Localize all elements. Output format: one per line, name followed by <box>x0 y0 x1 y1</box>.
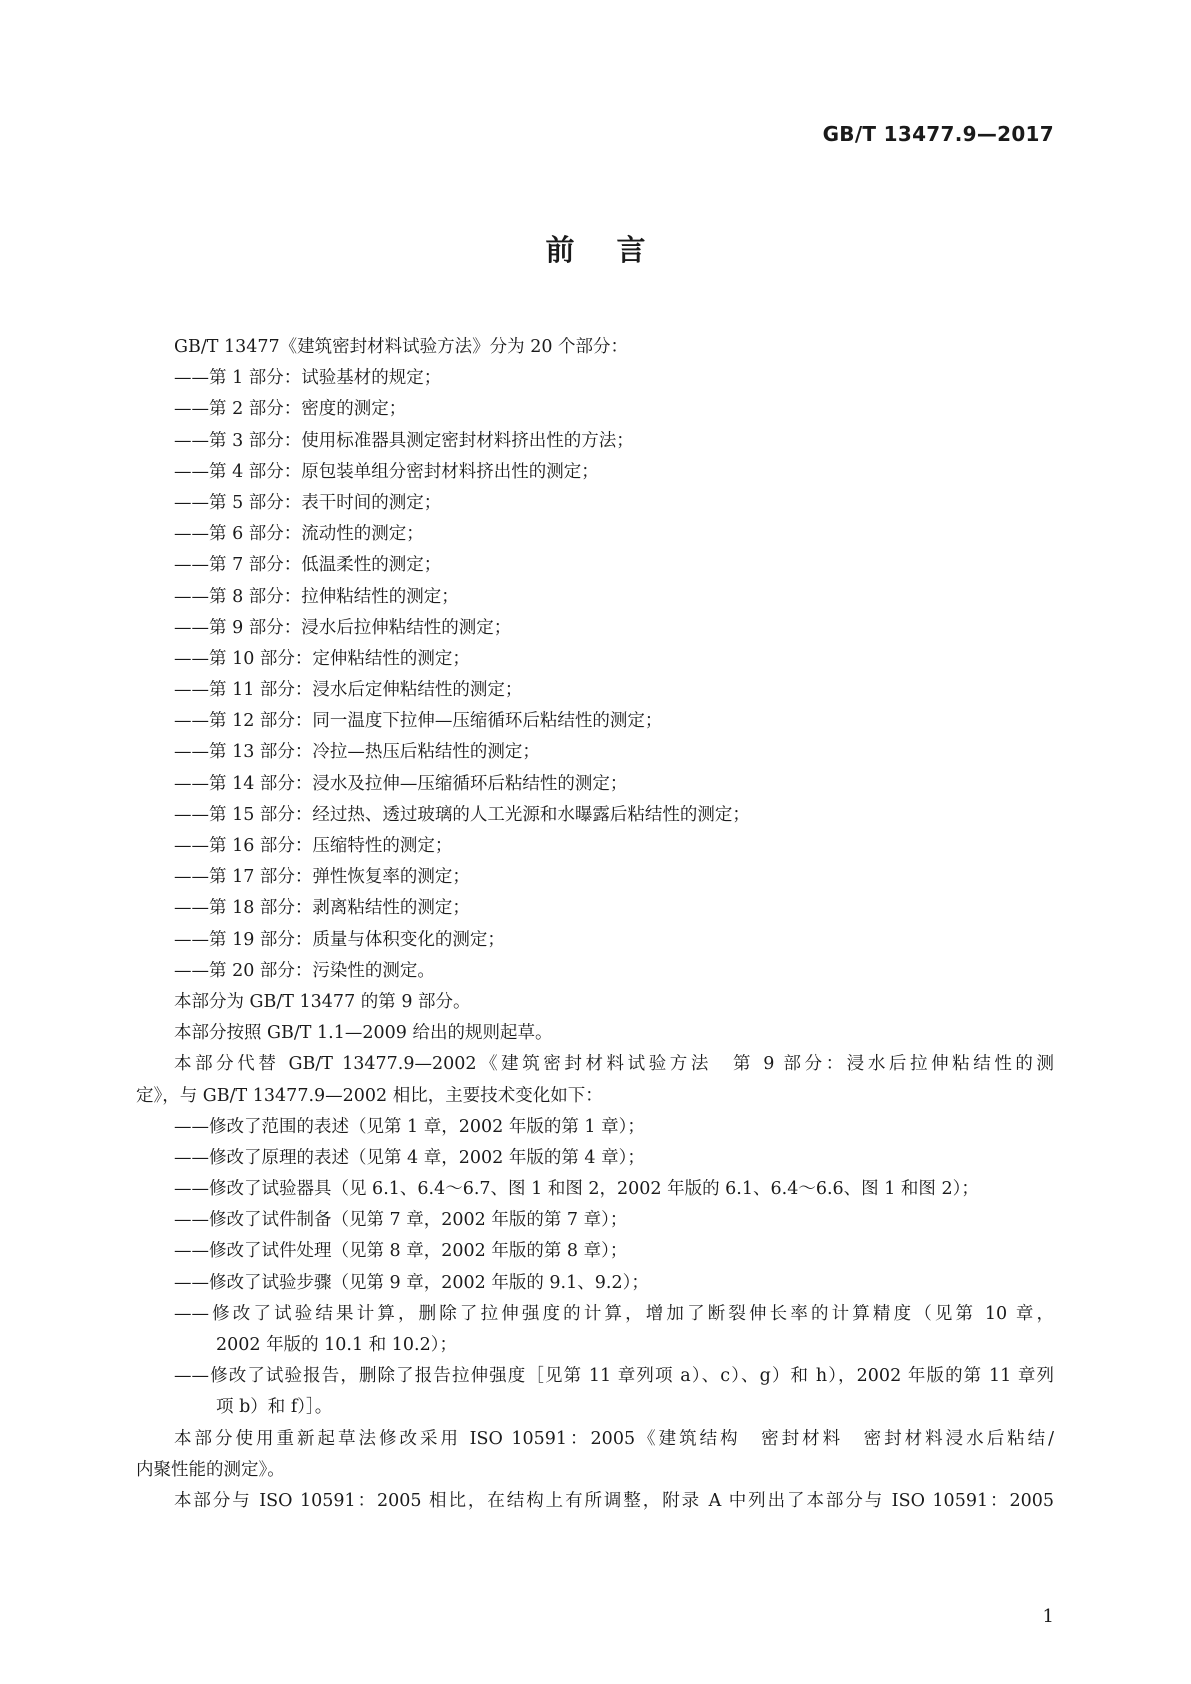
text-line: ——第 4 部分：原包装单组分密封材料挤出性的测定； <box>174 461 599 482</box>
text-line: ——第 5 部分：表干时间的测定； <box>174 492 442 513</box>
text-line: 本部分与 ISO 10591：2005 相比，在结构上有所调整，附录 A 中列出了本部分与 ISO 10591：2005 <box>174 1490 1054 1511</box>
text-line: ——第 20 部分：污染性的测定。 <box>174 960 435 981</box>
text-line: ——第 18 部分：剥离粘结性的测定； <box>174 898 470 919</box>
text-line: 本部分代替 GB/T 13477.9—2002《建筑密封材料试验方法 第 9 部分：浸水后拉伸粘结性的测 <box>174 1054 1054 1075</box>
text-line: ——修改了范围的表述（见第 1 章，2002 年版的第 1 章）； <box>174 1116 645 1137</box>
page-title: 前言 <box>545 233 688 267</box>
text-line: ——第 3 部分：使用标准器具测定密封材料挤出性的方法； <box>174 430 634 451</box>
text-line: 本部分按照 GB/T 1.1—2009 给出的规则起草。 <box>174 1023 553 1044</box>
text-line: ——第 9 部分：浸水后拉伸粘结性的测定； <box>174 617 512 638</box>
text-line: ——修改了试验步骤（见第 9 章，2002 年版的 9.1、9.2）； <box>174 1272 649 1293</box>
text-line: ——第 6 部分：流动性的测定； <box>174 524 424 545</box>
text-line: 2002 年版的 10.1 和 10.2）； <box>216 1335 457 1355</box>
text-line: 内聚性能的测定》。 <box>136 1459 285 1480</box>
page-number: 1 <box>1042 1606 1054 1627</box>
text-line: ——第 2 部分：密度的测定； <box>174 399 407 420</box>
text-line: ——第 7 部分：低温柔性的测定； <box>174 555 442 576</box>
text-line: ——第 10 部分：定伸粘结性的测定； <box>174 648 470 669</box>
text-line: ——修改了试验器具（见 6.1、6.4～6.7、图 1 和图 2，2002 年版的 6.1、6.4～6.6、图 1 和图 2）； <box>174 1179 979 1200</box>
text-line: ——第 1 部分：试验基材的规定； <box>174 368 442 389</box>
text-line: ——第 8 部分：拉伸粘结性的测定； <box>174 586 459 607</box>
text-line: 项 b）和 f）］。 <box>216 1397 333 1418</box>
text-line: ——修改了试件制备（见第 7 章，2002 年版的第 7 章）； <box>174 1210 628 1231</box>
text-line: ——第 16 部分：压缩特性的测定； <box>174 836 453 856</box>
text-line: ——第 14 部分：浸水及拉伸—压缩循环后粘结性的测定； <box>174 773 628 794</box>
text-line: ——第 17 部分：弹性恢复率的测定； <box>174 867 470 888</box>
standard-number: GB/T 13477.9—2017 <box>822 122 1054 146</box>
text-line: ——第 19 部分：质量与体积变化的测定； <box>174 929 505 950</box>
text-line: ——第 12 部分：同一温度下拉伸—压缩循环后粘结性的测定； <box>174 711 663 732</box>
text-line: 本部分使用重新起草法修改采用 ISO 10591：2005《建筑结构 密封材料 密封材料浸水后粘结/ <box>174 1428 1054 1449</box>
text-line: ——第 13 部分：冷拉—热压后粘结性的测定； <box>174 742 540 763</box>
text-line: ——修改了原理的表述（见第 4 章，2002 年版的第 4 章）； <box>174 1147 645 1168</box>
text-line: ——第 15 部分：经过热、透过玻璃的人工光源和水曝露后粘结性的测定； <box>174 804 750 825</box>
document-body <box>136 332 1054 1517</box>
text-line: ——修改了试件处理（见第 8 章，2002 年版的第 8 章）； <box>174 1241 628 1262</box>
text-line: 定》，与 GB/T 13477.9—2002 相比，主要技术变化如下： <box>136 1085 603 1106</box>
text-line: ——修改了试验结果计算，删除了拉伸强度的计算，增加了断裂伸长率的计算精度（见第 10 章， <box>174 1303 1054 1324</box>
text-line: GB/T 13477《建筑密封材料试验方法》分为 20 个部分： <box>174 337 629 357</box>
text-line: ——第 11 部分：浸水后定伸粘结性的测定； <box>174 680 523 701</box>
text-line: ——修改了试验报告，删除了报告拉伸强度［见第 11 章列项 a）、c）、g）和 h），2002 年版的第 11 章列 <box>174 1366 1054 1387</box>
text-line: 本部分为 GB/T 13477 的第 9 部分。 <box>174 991 471 1012</box>
